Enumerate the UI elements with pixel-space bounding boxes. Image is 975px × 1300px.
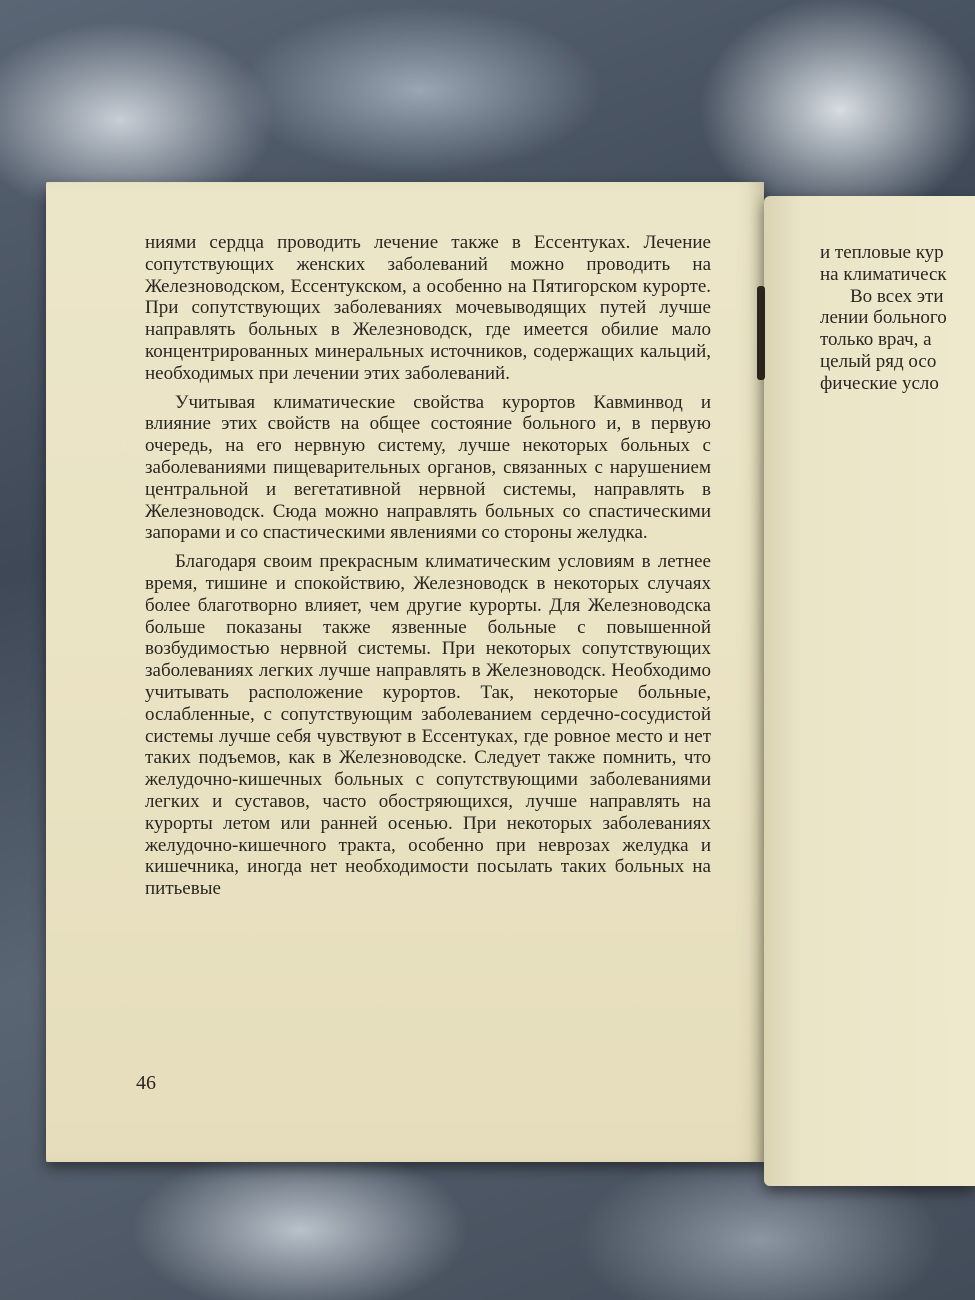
right-line: и тепловые кур — [820, 242, 944, 263]
left-page-text — [145, 232, 711, 900]
paragraph-2: Учитывая климатические свойства курортов Кавминвод и влияние этих свойств на общее состояние больного и, в первую очередь, на его нервную систему, лучше некоторых больных с заболеваниями пищеварительных органов, связанных с нарушением центральной и вегетативной нервной системы, направлять в Железноводск. Сюда можно направлять больных со спастическими запорами и со спастическими явлениями со стороны желудка. — [145, 391, 711, 544]
right-line: фические усло — [820, 372, 939, 394]
right-line: Во всех эти — [850, 285, 944, 307]
page-number: 46 — [136, 1072, 156, 1094]
paragraph-1: ниями сердца проводить лечение также в Ессентуках. Лечение сопутствующих женских заболеваний можно проводить на Железноводском, Ессентукском, а особенно на Пятигорском курорте. При сопутствующих заболеваниях мочевыводящих путей лучше направлять больных в Железноводск, где имеется обилие мало концентрированных минеральных источников, содержащих кальций, необходимых при лечении этих заболеваний. — [145, 232, 711, 384]
right-line: только врач, а — [820, 329, 932, 351]
right-line: на климатическ — [820, 263, 947, 285]
right-line: лении больного — [820, 307, 947, 329]
right-page-text — [820, 242, 975, 395]
paragraph-3: Благодаря своим прекрасным климатическим условиям в летнее время, тишине и спокойствию, Железноводск в некоторых случаях более благотворно влияет, чем другие курорты. Для Железноводска больше показаны также язвенные больные с повышенной возбудимостью нервной системы. При некоторых сопутствующих заболеваниях легких лучше направлять в Железноводск. Необходимо учитывать расположение курортов. Так, некоторые больные, ослабленные, с сопутствующим заболеванием сердечно-сосудистой системы лучше себя чувствуют в Ессентуках, где ровное место и нет таких подъемов, как в Железноводске. Следует также помнить, что желудочно-кишечных больных с сопутствующими заболеваниями легких и суставов, часто обостряющихся, лучше направлять на курорты летом или ранней осенью. При некоторых заболеваниях желудочно-кишечного тракта, особенно при неврозах желудка и кишечника, иногда нет необходимости посылать таких больных на питьевые — [145, 551, 711, 900]
right-line: целый ряд осо — [820, 350, 937, 372]
book-spine — [757, 286, 765, 380]
